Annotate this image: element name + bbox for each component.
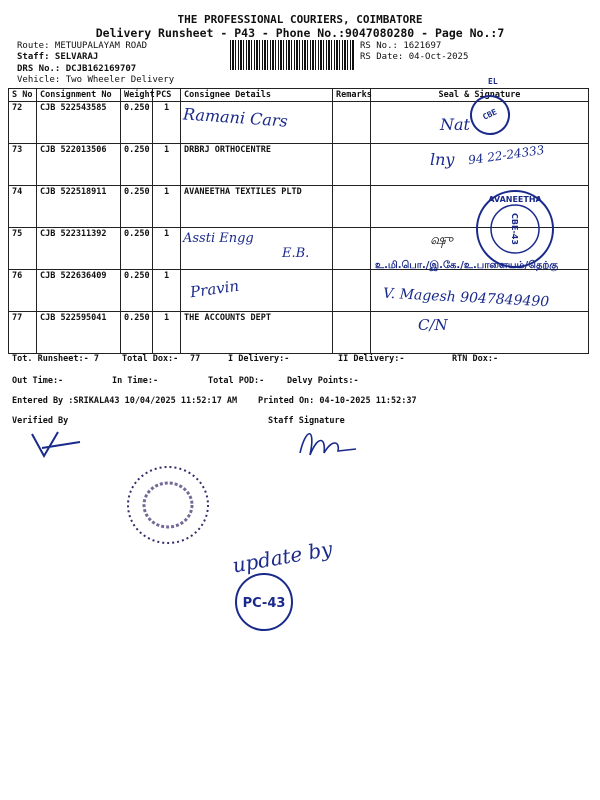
runsheet-subtitle: Delivery Runsheet - P43 - Phone No.:9047080280 - Page No.:7 — [95, 26, 505, 40]
signature-73: lny — [430, 150, 455, 169]
staff-signature-stroke — [300, 434, 356, 455]
rtn-dox: RTN Dox:- — [452, 354, 499, 364]
handwritten-consignee-76: Pravin — [188, 276, 241, 302]
sno-cell: 72 — [9, 102, 37, 144]
staff-label: Staff: SELVARAJ — [17, 52, 99, 62]
handwritten-consignee-72: Ramani Cars — [182, 104, 289, 131]
drs-label: DRS No.: DCJB162169707 — [17, 64, 137, 74]
pcs-cell: 1 — [153, 312, 181, 354]
remarks-cell — [333, 312, 371, 354]
handwritten-consignee-75a: Assti Engg — [183, 231, 254, 246]
smudge-ring — [128, 467, 208, 543]
sno-cell: 74 — [9, 186, 37, 228]
remarks-cell — [333, 102, 371, 144]
route-label: Route: METUUPALAYAM ROAD — [17, 41, 148, 51]
tamil-stamp: உ.மி.பொ./இ.கே./உ.பாளையம்/தெற்கு — [375, 260, 559, 271]
rs-date: RS Date: 04-Oct-2025 — [360, 52, 469, 62]
sno-cell: 73 — [9, 144, 37, 186]
stamp-fragment: EL — [488, 77, 498, 86]
remarks-cell — [333, 144, 371, 186]
smudged-stamp — [120, 455, 220, 555]
total-dox-label: Total Dox:- — [122, 354, 179, 364]
remarks-cell — [333, 228, 371, 270]
pcs-cell: 1 — [153, 102, 181, 144]
total-dox-value: 77 — [190, 354, 201, 364]
staff-signature-label: Staff Signature — [268, 416, 345, 426]
weight-cell: 0.250 — [121, 144, 153, 186]
sno-cell: 77 — [9, 312, 37, 354]
verified-signature-stroke — [32, 432, 80, 456]
delvy-points: Delvy Points:- — [287, 376, 359, 386]
table-row — [9, 312, 589, 354]
stamp-avaneetha-text: AVANEETHA — [488, 195, 542, 204]
entered-by: Entered By :SRIKALA43 10/04/2025 11:52:17 AM — [12, 396, 238, 406]
col-header: Weight — [121, 89, 153, 102]
staff-signature — [296, 425, 360, 461]
weight-cell: 0.250 — [121, 102, 153, 144]
stamp-cbe43-text: CBE-43 — [510, 213, 519, 245]
pcs-cell: 1 — [153, 228, 181, 270]
pcs-cell: 1 — [153, 144, 181, 186]
handwritten-phone-73: 94 22-24333 — [467, 142, 546, 168]
out-time: Out Time:- — [12, 376, 64, 386]
printed-on: Printed On: 04-10-2025 11:52:37 — [258, 396, 417, 406]
col-header: S No — [9, 89, 37, 102]
consignment-cell: CJB 522595041 — [37, 312, 121, 354]
consignee-cell: AVANEETHA TEXTILES PLTD — [181, 186, 333, 228]
ii-delivery: II Delivery:- — [338, 354, 405, 364]
remarks-cell — [333, 186, 371, 228]
pc43-stamp — [232, 570, 296, 634]
remarks-cell — [333, 270, 371, 312]
weight-cell: 0.250 — [121, 270, 153, 312]
rs-no: RS No.: 1621697 — [360, 41, 442, 51]
weight-cell: 0.250 — [121, 228, 153, 270]
barcode — [230, 40, 355, 70]
weight-cell: 0.250 — [121, 312, 153, 354]
consignment-cell: CJB 522636409 — [37, 270, 121, 312]
cbe-stamp: CBE — [463, 88, 516, 141]
total-pod: Total POD:- — [208, 376, 265, 386]
pcs-cell: 1 — [153, 186, 181, 228]
consignee-cell: THE ACCOUNTS DEPT — [181, 312, 333, 354]
vehicle-label: Vehicle: Two Wheeler Delivery — [17, 75, 175, 85]
sno-cell: 75 — [9, 228, 37, 270]
col-header: Consignment No — [37, 89, 121, 102]
verified-by-label: Verified By — [12, 416, 69, 426]
col-header: Remarks — [333, 89, 371, 102]
pcs-cell: 1 — [153, 270, 181, 312]
handwritten-cn: C/N — [418, 316, 448, 334]
consignment-cell: CJB 522311392 — [37, 228, 121, 270]
consignment-cell: CJB 522543585 — [37, 102, 121, 144]
consignee-cell: DRBRJ ORTHOCENTRE — [181, 144, 333, 186]
signature-75: ஷு — [430, 232, 453, 248]
signature-77: V. Magesh 9047849490 — [382, 285, 550, 311]
i-delivery: I Delivery:- — [228, 354, 290, 364]
weight-cell: 0.250 — [121, 186, 153, 228]
smudge-core — [144, 483, 192, 527]
company-title: THE PROFESSIONAL COURIERS, COIMBATORE — [177, 13, 423, 26]
tot-runsheet: Tot. Runsheet:- 7 — [12, 354, 99, 364]
pc43-text: PC-43 — [242, 596, 286, 611]
col-header: Consignee Details — [181, 89, 333, 102]
consignment-cell: CJB 522518911 — [37, 186, 121, 228]
avaneetha-company-stamp — [474, 188, 556, 270]
update-by-handwriting: update by — [230, 536, 335, 578]
verified-signature — [28, 428, 84, 462]
handwritten-consignee-75b: E.B. — [282, 246, 310, 261]
col-header: PCS — [153, 89, 181, 102]
sno-cell: 76 — [9, 270, 37, 312]
col-header: Seal & Signature — [371, 89, 589, 102]
signature-72: Nat — [440, 115, 470, 134]
signature-cell — [371, 312, 589, 354]
consignment-cell: CJB 522013506 — [37, 144, 121, 186]
in-time: In Time:- — [112, 376, 159, 386]
